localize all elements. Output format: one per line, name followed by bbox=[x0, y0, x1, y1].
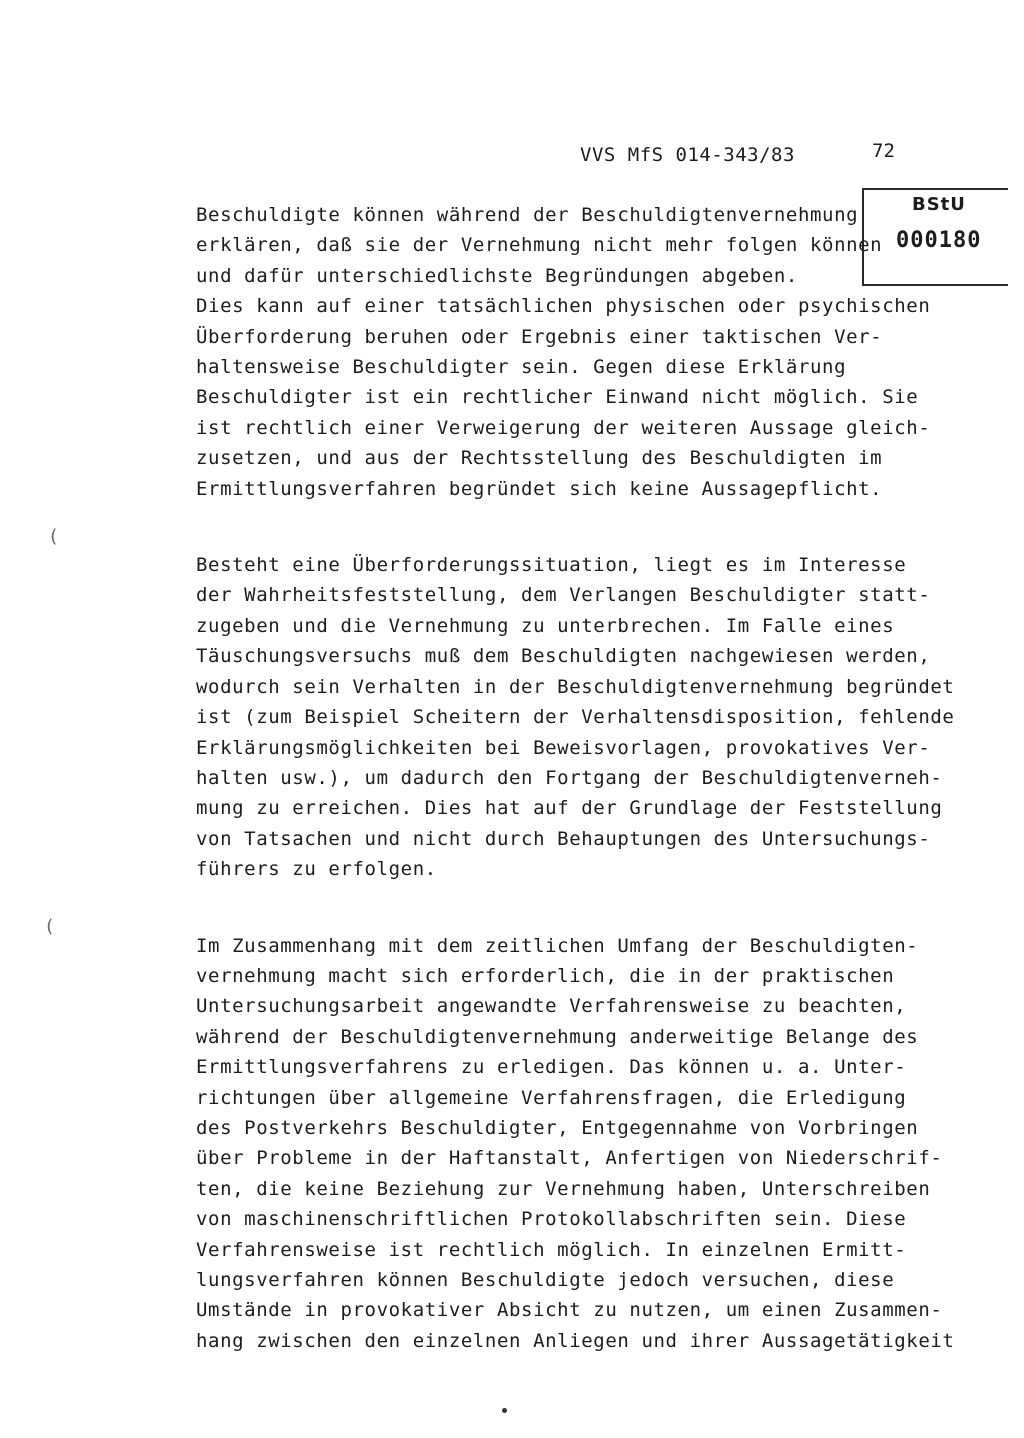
text-line: ten, die keine Beziehung zur Vernehmung haben, Unterschreiben bbox=[196, 1177, 931, 1200]
text-line: wodurch sein Verhalten in der Beschuldigtenvernehmung begründet bbox=[196, 675, 955, 698]
text-line: haltensweise Beschuldigter sein. Gegen diese Erklärung bbox=[196, 356, 847, 379]
text-line: Untersuchungsarbeit angewandte Verfahrensweise zu beachten, bbox=[196, 995, 907, 1018]
text-line: ist (zum Beispiel Scheitern der Verhaltensdisposition, fehlende bbox=[196, 706, 955, 729]
paragraph bbox=[196, 200, 996, 504]
text-line: zusetzen, und aus der Rechtsstellung des Beschuldigten im bbox=[196, 447, 883, 470]
text-line: erklären, daß sie der Vernehmung nicht mehr folgen können bbox=[196, 234, 883, 257]
text-line: Überforderung beruhen oder Ergebnis einer taktischen Ver- bbox=[196, 325, 883, 348]
text-line: Umstände in provokativer Absicht zu nutzen, um einen Zusammen- bbox=[196, 1299, 943, 1322]
text-line: während der Beschuldigtenvernehmung anderweitige Belange des bbox=[196, 1025, 919, 1048]
margin-mark: ( bbox=[44, 916, 55, 937]
text-line: Besteht eine Überforderungssituation, liegt es im Interesse bbox=[196, 554, 907, 577]
text-line: lungsverfahren können Beschuldigte jedoch versuchen, diese bbox=[196, 1269, 895, 1291]
text-line: zugeben und die Vernehmung zu unterbrechen. Im Falle eines bbox=[196, 614, 895, 637]
text-line: des Postverkehrs Beschuldigter, Entgegennahme von Vorbringen bbox=[196, 1116, 919, 1139]
text-line: Beschuldigter ist ein rechtlicher Einwand nicht möglich. Sie bbox=[196, 386, 919, 409]
stamp-number: 000180 bbox=[896, 228, 982, 253]
text-line: Beschuldigte können während der Beschuldigtenvernehmung bbox=[196, 204, 859, 226]
text-line: führers zu erfolgen. bbox=[196, 858, 437, 881]
text-line: mung zu erreichen. Dies hat auf der Grundlage der Feststellung bbox=[196, 797, 943, 820]
text-line: der Wahrheitsfeststellung, dem Verlangen Beschuldigter statt- bbox=[196, 584, 931, 607]
text-line: von Tatsachen und nicht durch Behauptungen des Untersuchungs- bbox=[196, 827, 931, 850]
text-line: und dafür unterschiedlichste Begründungen abgeben. bbox=[196, 264, 798, 287]
text-line: Ermittlungsverfahrens zu erledigen. Das können u. a. Unter- bbox=[196, 1056, 907, 1079]
text-line: Ermittlungsverfahren begründet sich keine Aussagepflicht. bbox=[196, 477, 883, 500]
paragraph bbox=[196, 931, 996, 1357]
margin-mark: ( bbox=[48, 526, 59, 547]
page-number: 72 bbox=[872, 140, 895, 162]
body-text bbox=[196, 200, 996, 1402]
text-line: hang zwischen den einzelnen Anliegen und ihrer Aussagetätigkeit bbox=[196, 1329, 955, 1352]
text-line: Verfahrensweise ist rechtlich möglich. In einzelnen Ermitt- bbox=[196, 1238, 907, 1261]
text-line: von maschinenschriftlichen Protokollabschriften sein. Diese bbox=[196, 1208, 907, 1231]
text-line: über Probleme in der Haftanstalt, Anfertigen von Niederschrif- bbox=[196, 1147, 943, 1170]
text-line: Dies kann auf einer tatsächlichen physischen oder psychischen bbox=[196, 295, 931, 318]
stamp-label: BStU bbox=[912, 194, 966, 215]
paragraph bbox=[196, 550, 996, 884]
document-reference: VVS MfS 014-343/83 bbox=[580, 144, 795, 166]
text-line: Erklärungsmöglichkeiten bei Beweisvorlagen, provokatives Ver- bbox=[196, 736, 931, 759]
text-line: ist rechtlich einer Verweigerung der weiteren Aussage gleich- bbox=[196, 416, 931, 439]
text-line: Im Zusammenhang mit dem zeitlichen Umfang der Beschuldigten- bbox=[196, 934, 919, 957]
text-line: Täuschungsversuchs muß dem Beschuldigten nachgewiesen werden, bbox=[196, 645, 931, 668]
page-dot-mark bbox=[502, 1408, 507, 1413]
text-line: halten usw.), um dadurch den Fortgang der Beschuldigtenverneh- bbox=[196, 766, 943, 789]
text-line: vernehmung macht sich erforderlich, die in der praktischen bbox=[196, 964, 895, 987]
text-line: richtungen über allgemeine Verfahrensfragen, die Erledigung bbox=[196, 1086, 907, 1109]
